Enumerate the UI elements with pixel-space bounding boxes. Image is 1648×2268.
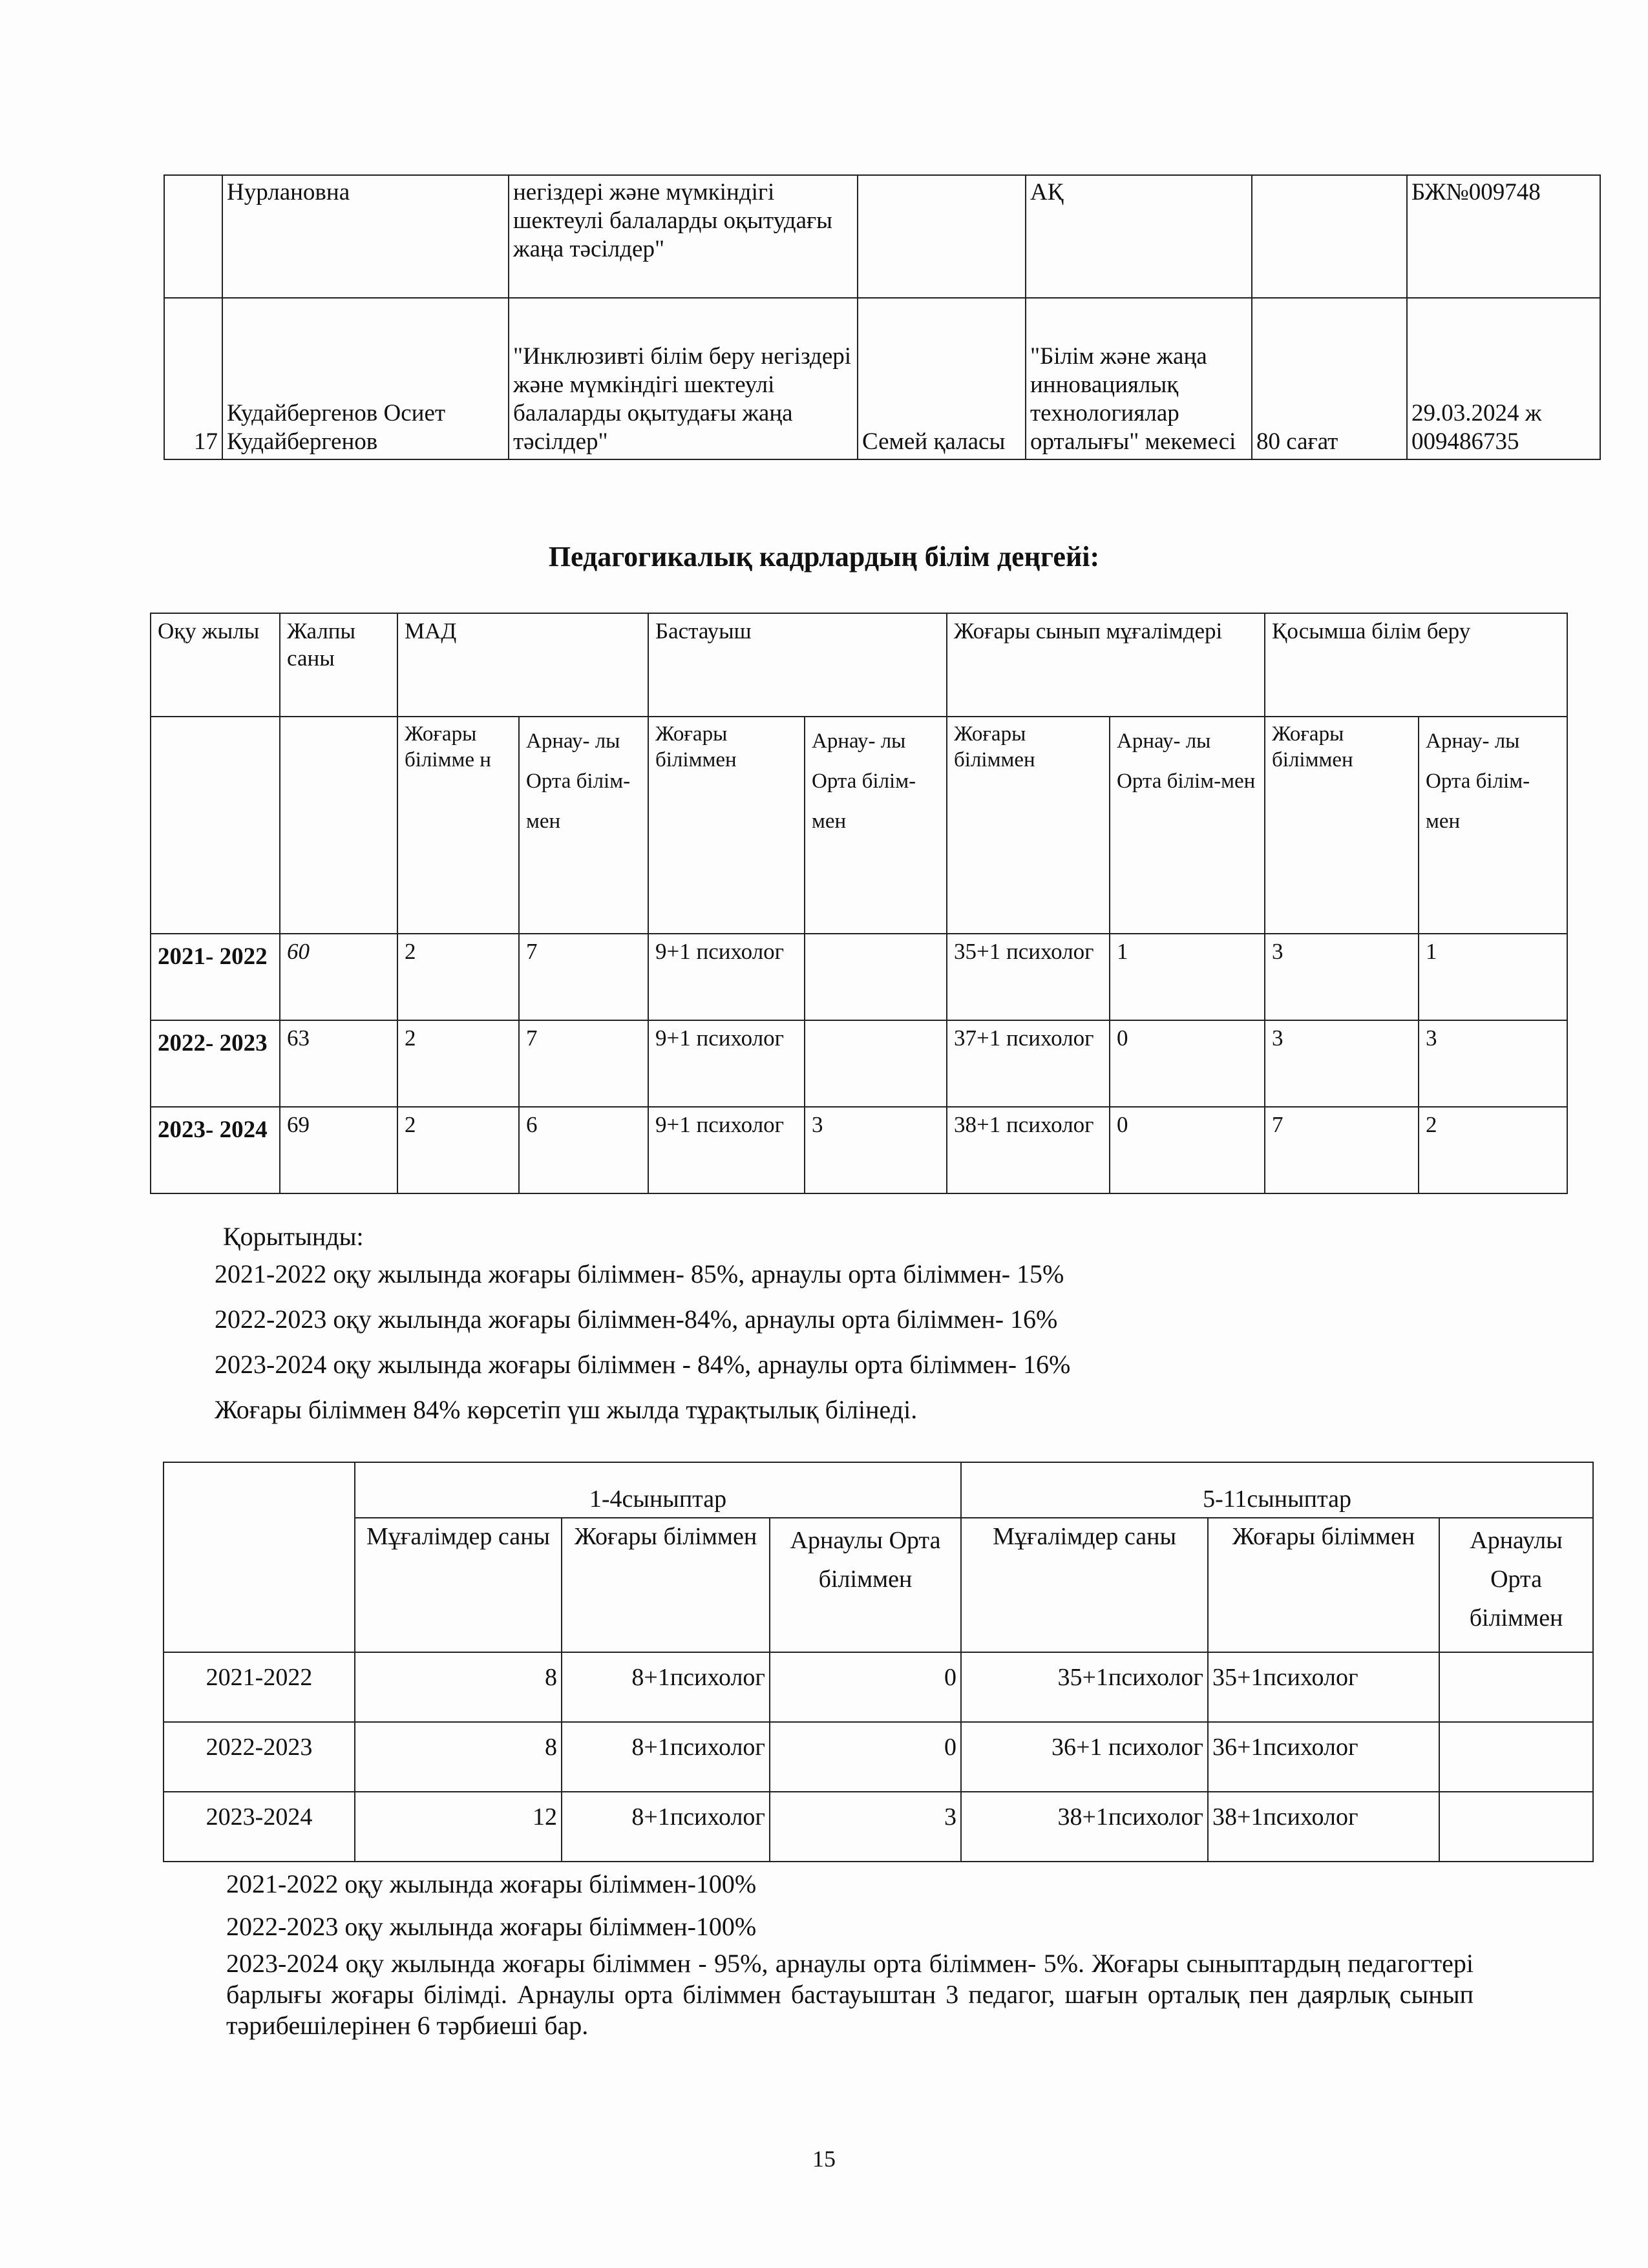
senior-special-cell: 0 [1110, 1107, 1265, 1193]
sub-teachers-2: Мұғалімдер саны [961, 1518, 1208, 1652]
summary-line: 2021-2022 оқу жылында жоғары біліммен-100% [226, 1869, 757, 1898]
senior-higher-cell: 37+1 психолог [947, 1020, 1110, 1107]
sub-primary-higher: Жоғары біліммен [648, 717, 805, 934]
header-primary: Бастауыш [648, 613, 947, 717]
extra-higher-cell: 7 [1265, 1107, 1419, 1193]
row-number: 17 [164, 298, 222, 459]
teacher-name: Кудайбергенов Осиет Кудайбергенов [222, 298, 509, 459]
mad-higher-cell: 2 [397, 1107, 519, 1193]
sub-senior-special: Арнау- лы Орта білім-мен [1110, 717, 1265, 934]
header-total: Жалпы саны [280, 613, 397, 717]
teachers-2-cell: 38+1психолог [961, 1792, 1208, 1862]
conclusion-line: 2022-2023 оқу жылында жоғары біліммен-84%, арнаулы орта біліммен- 16% [215, 1305, 1058, 1334]
teachers-1-cell: 12 [355, 1792, 562, 1862]
conclusion-title: Қорытынды: [223, 1222, 364, 1251]
total-cell: 69 [280, 1107, 397, 1193]
table-row [164, 175, 1600, 298]
section-heading: Педагогикалық кадрлардың білім деңгейі: [548, 541, 1100, 572]
primary-special-cell [805, 934, 947, 1020]
header-row [164, 1462, 1593, 1518]
total-cell: 63 [280, 1020, 397, 1107]
mad-special-cell: 6 [519, 1107, 648, 1193]
header-row [151, 613, 1567, 717]
mad-special-cell: 7 [519, 934, 648, 1020]
teachers-1-cell: 8 [355, 1722, 562, 1792]
higher-1-cell: 8+1психолог [562, 1652, 770, 1722]
course-place [858, 175, 1026, 298]
sub-primary-special: Арнау- лы Орта білім- мен [805, 717, 947, 934]
course-org: "Білім және жаңа инновациялық технологиялар орталығы" мекемесі [1026, 298, 1252, 459]
sub-special-2: Арнаулы Орта біліммен [1439, 1518, 1593, 1652]
table-row [164, 1722, 1593, 1792]
senior-higher-cell: 35+1 психолог [947, 934, 1110, 1020]
special-2-cell [1439, 1792, 1593, 1862]
higher-2-cell: 36+1психолог [1208, 1722, 1439, 1792]
teachers-2-cell: 35+1психолог [961, 1652, 1208, 1722]
extra-special-cell: 1 [1419, 934, 1567, 1020]
special-2-cell [1439, 1652, 1593, 1722]
higher-1-cell: 8+1психолог [562, 1792, 770, 1862]
table-row [164, 298, 1600, 459]
summary-line: 2022-2023 оқу жылында жоғары біліммен-100% [226, 1912, 757, 1941]
sub-extra-special: Арнау- лы Орта білім- мен [1419, 717, 1567, 934]
course-place: Семей қаласы [858, 298, 1026, 459]
table-row [151, 1107, 1567, 1193]
sub-special-1: Арнаулы Орта біліммен [770, 1518, 961, 1652]
sub-senior-higher: Жоғары біліммен [947, 717, 1110, 934]
table-row [164, 1792, 1593, 1862]
table-row [164, 1652, 1593, 1722]
senior-special-cell: 1 [1110, 934, 1265, 1020]
certificate: БЖ№009748 [1407, 175, 1600, 298]
mad-higher-cell: 2 [397, 934, 519, 1020]
special-2-cell [1439, 1722, 1593, 1792]
courses-table [164, 174, 1601, 460]
teachers-2-cell: 36+1 психолог [961, 1722, 1208, 1792]
mad-higher-cell: 2 [397, 1020, 519, 1107]
extra-higher-cell: 3 [1265, 1020, 1419, 1107]
table-row [151, 1020, 1567, 1107]
certificate: 29.03.2024 ж 009486735 [1407, 298, 1600, 459]
special-1-cell: 3 [770, 1792, 961, 1862]
primary-higher-cell: 9+1 психолог [648, 1020, 805, 1107]
year-cell: 2023-2024 [164, 1792, 355, 1862]
empty-cell [280, 717, 397, 934]
year-cell: 2023- 2024 [151, 1107, 280, 1193]
conclusion-line: 2021-2022 оқу жылында жоғары біліммен- 85%, арнаулы орта біліммен- 15% [215, 1259, 1064, 1288]
year-cell: 2022- 2023 [151, 1020, 280, 1107]
header-year: Оқу жылы [151, 613, 280, 717]
conclusion-line: Жоғары біліммен 84% көрсетіп үш жылда тұрақтылық білінеді. [215, 1395, 918, 1424]
course-hours [1252, 175, 1407, 298]
special-1-cell: 0 [770, 1652, 961, 1722]
row-number [164, 175, 222, 298]
teacher-name: Нурлановна [222, 175, 509, 298]
table-row [151, 934, 1567, 1020]
subheader-row [151, 717, 1567, 934]
primary-higher-cell: 9+1 психолог [648, 1107, 805, 1193]
primary-higher-cell: 9+1 психолог [648, 934, 805, 1020]
senior-special-cell: 0 [1110, 1020, 1265, 1107]
sub-mad-special: Арнау- лы Орта білім- мен [519, 717, 648, 934]
subheader-row [164, 1518, 1593, 1652]
extra-special-cell: 3 [1419, 1020, 1567, 1107]
teachers-1-cell: 8 [355, 1652, 562, 1722]
sub-higher-1: Жоғары біліммен [562, 1518, 770, 1652]
course-org: АҚ [1026, 175, 1252, 298]
header-extra: Қосымша білім беру [1265, 613, 1567, 717]
mad-special-cell: 7 [519, 1020, 648, 1107]
special-1-cell: 0 [770, 1722, 961, 1792]
senior-higher-cell: 38+1 психолог [947, 1107, 1110, 1193]
conclusion-line: 2023-2024 оқу жылында жоғары біліммен - 84%, арнаулы орта біліммен- 16% [215, 1350, 1071, 1379]
empty-cell [151, 717, 280, 934]
extra-higher-cell: 3 [1265, 934, 1419, 1020]
empty-cell [164, 1462, 355, 1652]
course-hours: 80 сағат [1252, 298, 1407, 459]
higher-1-cell: 8+1психолог [562, 1722, 770, 1792]
primary-special-cell [805, 1020, 947, 1107]
higher-2-cell: 35+1психолог [1208, 1652, 1439, 1722]
sub-teachers-1: Мұғалімдер саны [355, 1518, 562, 1652]
year-cell: 2021- 2022 [151, 934, 280, 1020]
year-cell: 2022-2023 [164, 1722, 355, 1792]
course-title: "Инклюзивті білім беру негіздері және мүмкіндігі шектеулі балаларды оқытудағы жаңа тәсілдер" [509, 298, 858, 459]
header-mad: МАД [397, 613, 648, 717]
page-number: 15 [812, 2146, 836, 2172]
group-5-11: 5-11сыныптар [961, 1462, 1593, 1518]
sub-mad-higher: Жоғары білімме н [397, 717, 519, 934]
classes-table [163, 1462, 1594, 1862]
total-cell: 60 [280, 934, 397, 1020]
group-1-4: 1-4сыныптар [355, 1462, 961, 1518]
primary-special-cell: 3 [805, 1107, 947, 1193]
education-level-table [150, 613, 1568, 1194]
header-senior: Жоғары сынып мұғалімдері [947, 613, 1265, 717]
sub-higher-2: Жоғары біліммен [1208, 1518, 1439, 1652]
summary-paragraph: 2023-2024 оқу жылында жоғары біліммен - 95%, арнаулы орта біліммен- 5%. Жоғары сыныптардың педагогтері барлығы жоғары білімді. Арнаулы орта біліммен бастауыштан 3 педагог, шағын орталық пен даярлық сынып тәрибешілерінен 6 тәрбиеші бар. [226, 1949, 1474, 2040]
course-title: негіздері және мүмкіндігі шектеулі балаларды оқытудағы жаңа тәсілдер" [509, 175, 858, 298]
year-cell: 2021-2022 [164, 1652, 355, 1722]
sub-extra-higher: Жоғары біліммен [1265, 717, 1419, 934]
higher-2-cell: 38+1психолог [1208, 1792, 1439, 1862]
extra-special-cell: 2 [1419, 1107, 1567, 1193]
